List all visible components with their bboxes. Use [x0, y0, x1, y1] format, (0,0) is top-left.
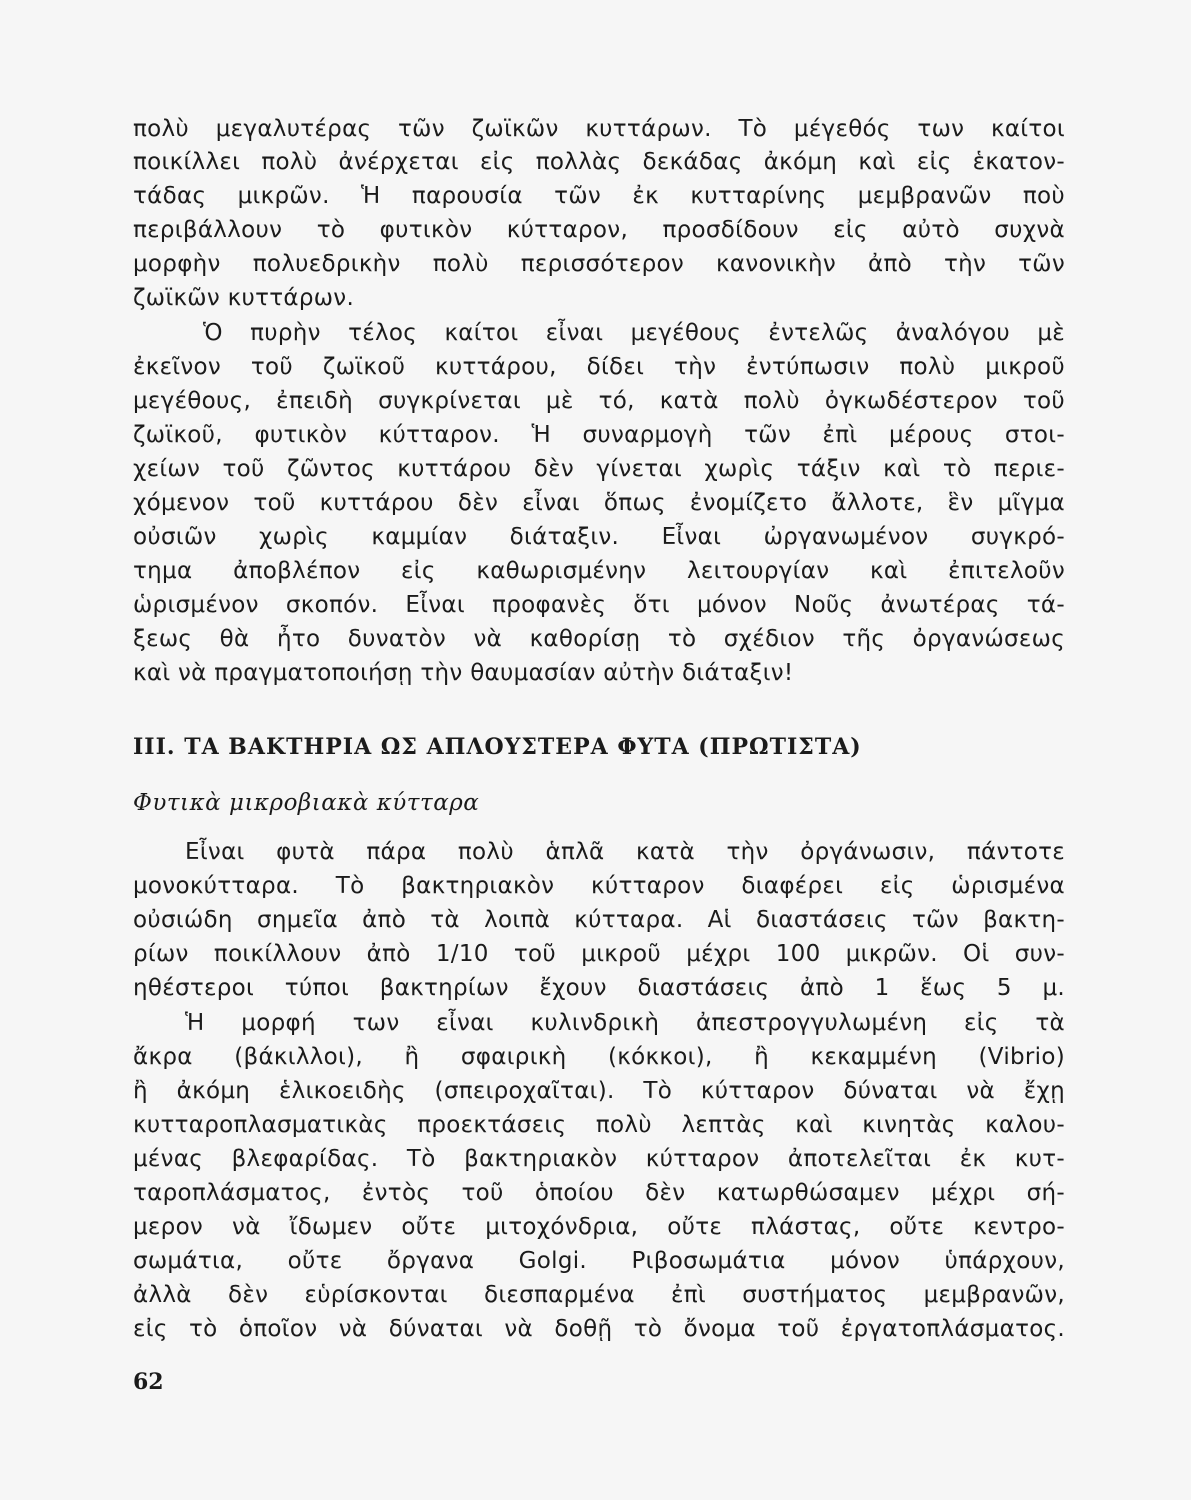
text-line: κυτταροπλασματικὰς προεκτάσεις πολὺ λεπτὰς καὶ κινητὰς καλου-: [133, 1112, 1065, 1138]
page-number: 62: [133, 1369, 164, 1395]
text-line: περιβάλλουν τὸ φυτικὸν κύτταρον, προσδίδουν εἰς αὐτὸ συχνὰ: [133, 217, 1065, 243]
text-line: Ἡ μορφή των εἶναι κυλινδρικὴ ἀπεστρογγυλωμένη εἰς τὰ: [185, 1010, 1065, 1036]
text-line: ξεως θὰ ἦτο δυνατὸν νὰ καθορίσῃ τὸ σχέδιον τῆς ὀργανώσεως: [133, 626, 1065, 652]
text-line: μένας βλεφαρίδας. Τὸ βακτηριακὸν κύτταρον ἀποτελεῖται ἐκ κυτ-: [133, 1146, 1065, 1172]
text-line: ποικίλλει πολὺ ἀνέρχεται εἰς πολλὰς δεκάδας ἀκόμη καὶ εἰς ἑκατον-: [133, 149, 1065, 175]
text-line: Εἶναι φυτὰ πάρα πολὺ ἁπλᾶ κατὰ τὴν ὀργάνωσιν, πάντοτε: [185, 839, 1065, 865]
text-line: μορφὴν πολυεδρικὴν πολὺ περισσότερον κανονικὴν ἀπὸ τὴν τῶν: [133, 251, 1065, 277]
text-line: μονοκύτταρα. Τὸ βακτηριακὸν κύτταρον διαφέρει εἰς ὡρισμένα: [133, 873, 1065, 899]
text-line: ζωϊκοῦ, φυτικὸν κύτταρον. Ἡ συναρμογὴ τῶν ἐπὶ μέρους στοι-: [133, 422, 1065, 448]
text-line: ἀλλὰ δὲν εὑρίσκονται διεσπαρμένα ἐπὶ συστήματος μεμβρανῶν,: [133, 1282, 1065, 1308]
text-line: ταροπλάσματος, ἐντὸς τοῦ ὁποίου δὲν κατωρθώσαμεν μέχρι σή-: [133, 1180, 1065, 1206]
subsection-heading: Φυτικὰ μικροβιακὰ κύτταρα: [133, 790, 480, 816]
text-line: μερον νὰ ἴδωμεν οὔτε μιτοχόνδρια, οὔτε πλάστας, οὔτε κεντρο-: [133, 1214, 1065, 1240]
text-line: ηθέστεροι τύποι βακτηρίων ἔχουν διαστάσεις ἀπὸ 1 ἕως 5 μ.: [133, 975, 1065, 1001]
text-line: χόμενον τοῦ κυττάρου δὲν εἶναι ὅπως ἐνομίζετο ἄλλοτε, ἓν μῖγμα: [133, 490, 1065, 516]
text-line: τάδας μικρῶν. Ἡ παρουσία τῶν ἐκ κυτταρίνης μεμβρανῶν ποὺ: [133, 183, 1065, 209]
text-line: ὡρισμένον σκοπόν. Εἶναι προφανὲς ὅτι μόνον Νοῦς ἀνωτέρας τά-: [133, 592, 1065, 618]
text-line: ρίων ποικίλλουν ἀπὸ 1/10 τοῦ μικροῦ μέχρι 100 μικρῶν. Οἱ συν-: [133, 941, 1065, 967]
text-line: πολὺ μεγαλυτέρας τῶν ζωϊκῶν κυττάρων. Τὸ μέγεθός των καίτοι: [133, 116, 1065, 142]
text-line: οὐσιῶν χωρὶς καμμίαν διάταξιν. Εἶναι ὠργανωμένον συγκρό-: [133, 524, 1065, 550]
text-line: σωμάτια, οὔτε ὄργανα Golgi. Ριβοσωμάτια μόνον ὑπάρχουν,: [133, 1248, 1065, 1274]
text-line: οὐσιώδη σημεῖα ἀπὸ τὰ λοιπὰ κύτταρα. Αἱ διαστάσεις τῶν βακτη-: [133, 907, 1065, 933]
section-heading: III. ΤΑ ΒΑΚΤΗΡΙΑ ΩΣ ΑΠΛΟΥΣΤΕΡΑ ΦΥΤΑ (ΠΡΩΤΙΣΤΑ): [133, 734, 862, 760]
text-line: χείων τοῦ ζῶντος κυττάρου δὲν γίνεται χωρὶς τάξιν καὶ τὸ περιε-: [133, 456, 1065, 482]
text-line: καὶ νὰ πραγματοποιήσῃ τὴν θαυμασίαν αὐτὴν διάταξιν!: [133, 660, 794, 686]
text-line: μεγέθους, ἐπειδὴ συγκρίνεται μὲ τό, κατὰ πολὺ ὀγκωδέστερον τοῦ: [133, 388, 1065, 414]
text-line: Ὁ πυρὴν τέλος καίτοι εἶναι μεγέθους ἐντελῶς ἀναλόγου μὲ: [203, 320, 1065, 346]
text-line: ἐκεῖνον τοῦ ζωϊκοῦ κυττάρου, δίδει τὴν ἐντύπωσιν πολὺ μικροῦ: [133, 354, 1065, 380]
text-line: ζωϊκῶν κυττάρων.: [133, 285, 355, 311]
text-line: ἢ ἀκόμη ἑλικοειδὴς (σπειροχαῖται). Τὸ κύτταρον δύναται νὰ ἔχῃ: [133, 1078, 1065, 1104]
text-line: τημα ἀποβλέπον εἰς καθωρισμένην λειτουργίαν καὶ ἐπιτελοῦν: [133, 558, 1065, 584]
text-line: εἰς τὸ ὁποῖον νὰ δύναται νὰ δοθῇ τὸ ὄνομα τοῦ ἐργατοπλάσματος.: [133, 1316, 1065, 1342]
text-line: ἄκρα (βάκιλλοι), ἢ σφαιρικὴ (κόκκοι), ἢ κεκαμμένη (Vibrio): [133, 1044, 1065, 1070]
